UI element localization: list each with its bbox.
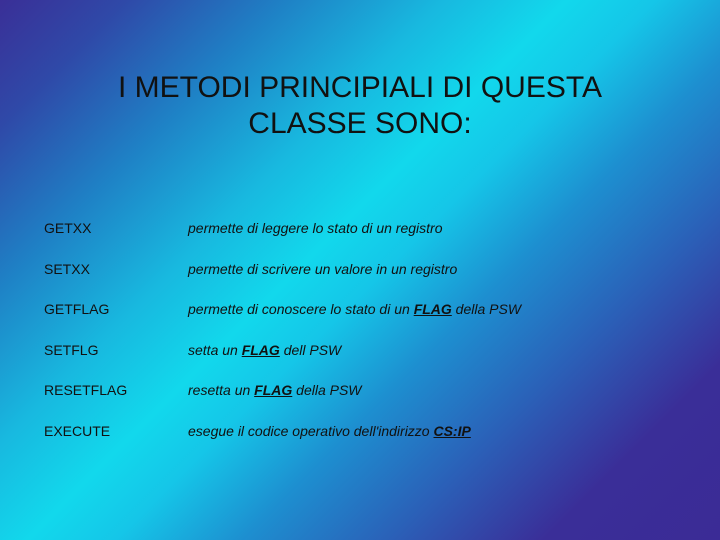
method-row-setflg <box>44 340 684 381</box>
title-line-1: I METODI PRINCIPIALI DI QUESTA <box>118 71 602 104</box>
keyword-flag: FLAG <box>241 341 280 358</box>
methods-list <box>44 218 684 461</box>
title-line-2: CLASSE SONO: <box>248 107 472 140</box>
keyword-cs-ip: CS:IP <box>433 422 471 439</box>
method-name: GETXX <box>44 220 92 236</box>
method-description <box>188 421 471 441</box>
keyword-flag: FLAG <box>254 382 293 398</box>
method-row-setxx <box>44 259 684 300</box>
method-description <box>188 380 362 400</box>
method-description <box>188 340 341 360</box>
description-text: permette di leggere lo stato di un registro <box>188 220 443 236</box>
method-description <box>188 218 442 238</box>
description-text: esegue il codice operativo dell'indirizzo <box>188 422 434 439</box>
description-text: setta un <box>188 341 242 358</box>
method-row-getxx <box>44 218 684 259</box>
method-row-execute <box>44 421 684 462</box>
method-name: SETXX <box>44 260 90 277</box>
method-row-resetflag <box>44 380 684 421</box>
description-text: della PSW <box>292 382 362 398</box>
method-name: RESETFLAG <box>44 382 128 398</box>
description-text: della PSW <box>451 301 522 317</box>
method-name: SETFLG <box>44 341 99 358</box>
description-text: resetta un <box>188 382 255 398</box>
keyword-flag: FLAG <box>413 301 452 317</box>
description-text: permette di conoscere lo stato di un <box>188 301 414 317</box>
method-description <box>188 259 457 279</box>
method-description <box>188 299 521 319</box>
description-text: dell PSW <box>279 341 342 358</box>
slide-title <box>60 70 660 142</box>
description-text: permette di scrivere un valore in un registro <box>188 260 458 277</box>
method-name: EXECUTE <box>44 422 111 439</box>
method-name: GETFLAG <box>44 301 110 317</box>
method-row-getflag <box>44 299 684 340</box>
